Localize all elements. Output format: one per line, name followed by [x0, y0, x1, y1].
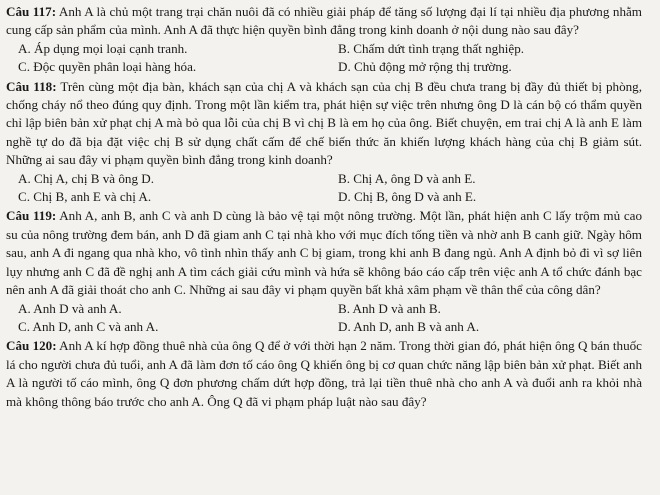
option-d: D. Anh D, anh B và anh A.: [338, 318, 480, 334]
option-b: B. Chị A, ông D và anh E.: [338, 170, 476, 186]
option-a: A. Anh D và anh A.: [18, 300, 122, 316]
option-c: C. Độc quyền phân loại hàng hóa.: [18, 59, 197, 75]
option-d: D. Chủ động mở rộng thị trường.: [338, 59, 512, 75]
option-d: D. Chị B, ông D và anh E.: [338, 189, 477, 205]
question-label: Câu 120:: [6, 338, 57, 354]
options-118: [6, 170, 642, 207]
question-text: Anh A kí hợp đồng thuê nhà của ông Q để ở với thời hạn 2 năm. Trong thời gian đó, phát hiện ông Q bán thuốc lá cho người chưa đủ tuổi, anh A đã làm đơn tố cáo ông Q khiến ông bị cơ quan chức năng lập biên bản xử phạt. Biết anh A là người tố cáo mình, ông Q đơn phương chấm dứt hợp đồng, trả lại tiền thuê nhà cho anh A và đuổi anh ra khỏi nhà mà không thông báo trước cho anh A. Ông Q đã vi phạm pháp luật nào sau đây?: [6, 338, 642, 409]
option-a: A. Chị A, chị B và ông D.: [18, 170, 155, 186]
question-118: [6, 78, 642, 170]
option-b: B. Anh D và anh B.: [338, 300, 441, 316]
question-117: [6, 3, 642, 40]
question-text: Anh A là chủ một trang trại chăn nuôi đã có nhiều giải pháp để tăng số lượng đại lí tại nhiều địa phương nhằm cung cấp sản phẩm của mình. Anh A đã thực hiện quyền bình đẳng trong kinh doanh ở nội dung nào sau đây?: [6, 4, 642, 38]
question-label: Câu 117:: [6, 4, 57, 19]
question-120: [6, 337, 642, 411]
option-a: A. Áp dụng mọi loại cạnh tranh.: [18, 40, 188, 56]
options-119: [6, 300, 642, 337]
question-119: [6, 207, 642, 299]
options-117: [6, 40, 642, 77]
question-text: Trên cùng một địa bàn, khách sạn của chị A và khách sạn của chị B đều chưa trang bị đầy đủ thiết bị phòng, chống cháy nổ theo đúng quy định. Trong một lần kiểm tra, phát hiện sự việc trên nhưng ông D là cán bộ có thẩm quyền chỉ lập biên bản xử phạt chị A mà bỏ qua lỗi của chị B vì chị B là em họ của ông. Biết chuyện, em trai chị A là anh E làm nghề tự do đã bịa đặt việc chị B sử dụng chất cấm để chế biến thức ăn khiến lượng khách hàng của chị B giảm sút. Những ai sau đây vi phạm quyền bình đẳng trong kinh doanh?: [6, 78, 642, 168]
question-label: Câu 119:: [6, 208, 57, 224]
option-b: B. Chấm dứt tình trạng thất nghiệp.: [338, 40, 525, 56]
option-c: C. Anh D, anh C và anh A.: [18, 318, 159, 334]
question-text: Anh A, anh B, anh C và anh D cùng là bảo vệ tại một nông trường. Một lần, phát hiện anh C lấy trộm mủ cao su của nông trường đem bán, anh D đã giam anh C tại nhà kho với mục đích tống tiền và nhờ anh B canh giữ. Ngày hôm sau, anh A đi ngang qua nhà kho, vô tình nhìn thấy anh C bị giam, trong khi anh B đang ngủ. Anh A định bỏ đi vì sợ liên lụy nhưng anh C đã đề nghị anh A tìm cách giải cứu mình và hứa sẽ không báo cáo cấp trên việc anh A tổ chức đánh bạc nên anh A đã giải thoát cho anh C. Những ai sau đây vi phạm quyền bất khả xâm phạm về thân thể của công dân?: [6, 208, 642, 298]
option-c: C. Chị B, anh E và chị A.: [18, 189, 152, 205]
question-label: Câu 118:: [6, 78, 57, 94]
